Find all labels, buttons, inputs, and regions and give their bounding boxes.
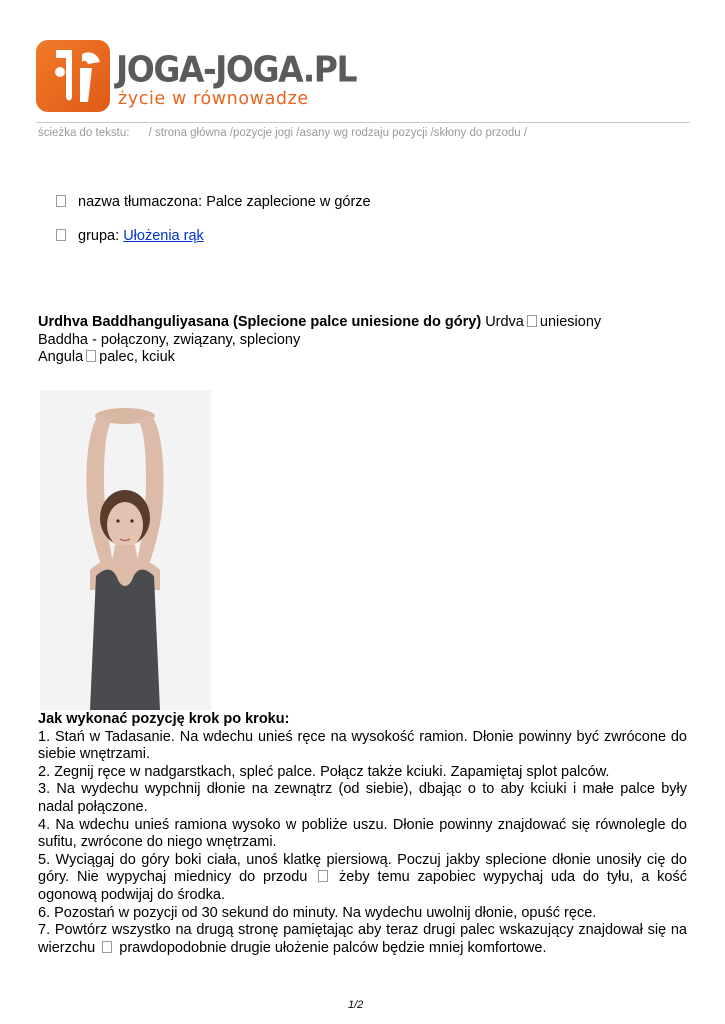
etymology-baddha: Baddha - połączony, związany, spleciony xyxy=(38,331,301,348)
missing-glyph-icon xyxy=(86,350,96,362)
step-5-part-a: 5. Wyciągaj do góry boki ciała, unoś klatkę piersiową. Poczuj jakby splecione dłonie unosiły cię do góry. Nie wypychaj miednicy do przodu xyxy=(38,851,687,886)
step-7-part-b: prawdopodobnie drugie ułożenie palców będzie mniej komfortowe. xyxy=(119,939,547,956)
group-label: grupa: xyxy=(78,228,120,244)
translated-name-label: nazwa tłumaczona: xyxy=(78,194,203,210)
missing-glyph-icon xyxy=(102,941,112,953)
instructions xyxy=(38,711,687,957)
step-3: 3. Na wydechu wypchnij dłonie na zewnątrz (od siebie), dbając o to aby kciuki i małe palce były nadal połączone. xyxy=(38,781,687,815)
translated-name-value: Palce zaplecione w górze xyxy=(206,194,371,210)
logo-icon xyxy=(36,40,110,112)
missing-glyph-icon xyxy=(318,870,328,882)
instructions-heading: Jak wykonać pozycję krok po kroku: xyxy=(38,711,290,727)
missing-glyph-icon xyxy=(527,315,537,327)
asana-name-block xyxy=(38,314,688,367)
etymology-urdva: Urdva xyxy=(485,314,524,330)
list-item-translated-name xyxy=(56,194,371,228)
asana-title: Urdhva Baddhanguliyasana (Splecione palce uniesione do góry) xyxy=(38,314,482,330)
breadcrumb-path: / strona główna /pozycje jogi /asany wg rodzaju pozycji /skłony do przodu / xyxy=(148,127,528,139)
step-5 xyxy=(38,852,687,905)
step-6: 6. Pozostań w pozycji od 30 sekund do minuty. Na wydechu uwolnij dłonie, opuść ręce. xyxy=(38,904,597,921)
step-7 xyxy=(38,922,687,957)
info-list xyxy=(56,194,371,262)
list-item-group xyxy=(56,228,371,262)
step-7-part-a: 7. Powtórz wszystko na drugą stronę pamiętając aby teraz drugi palec wskazujący znajdował się na wierzchu xyxy=(38,922,687,956)
logo-tagline: życie w równowadze xyxy=(118,89,309,109)
bullet-box-icon xyxy=(56,195,66,207)
site-header xyxy=(36,38,356,114)
step-5-part-b: żeby temu zapobiec wypychaj uda do tyłu, a kość ogonową podwijaj do środka. xyxy=(38,869,687,903)
bullet-box-icon xyxy=(56,229,66,241)
pose-photo xyxy=(40,390,211,710)
yoga-pose-image xyxy=(40,390,211,710)
etymology-urdva-meaning: uniesiony xyxy=(539,314,602,330)
group-link[interactable]: Ułożenia rąk xyxy=(123,228,204,244)
step-2: 2. Zegnij ręce w nadgarstkach, spleć palce. Połącz także kciuki. Zapamiętaj splot palców. xyxy=(38,763,610,780)
step-1: 1. Stań w Tadasanie. Na wdechu unieś ręce na wysokość ramion. Dłonie powinny być zwrócone do siebie wnętrzami. xyxy=(38,728,687,763)
breadcrumb-label: ścieżka do tekstu: xyxy=(38,127,130,139)
page-number: 1/2 xyxy=(348,999,364,1011)
step-4: 4. Na wdechu unieś ramiona wysoko w pobliże uszu. Dłonie powinny znajdować się równolegle do sufitu, zwrócone do niego wnętrzami. xyxy=(38,816,687,851)
etymology-angula-meaning: palec, kciuk xyxy=(99,349,175,365)
logo-title: JOGA-JOGA.PL xyxy=(116,48,356,91)
etymology-angula: Angula xyxy=(38,349,84,365)
header-divider xyxy=(36,122,690,123)
breadcrumb xyxy=(38,127,527,139)
